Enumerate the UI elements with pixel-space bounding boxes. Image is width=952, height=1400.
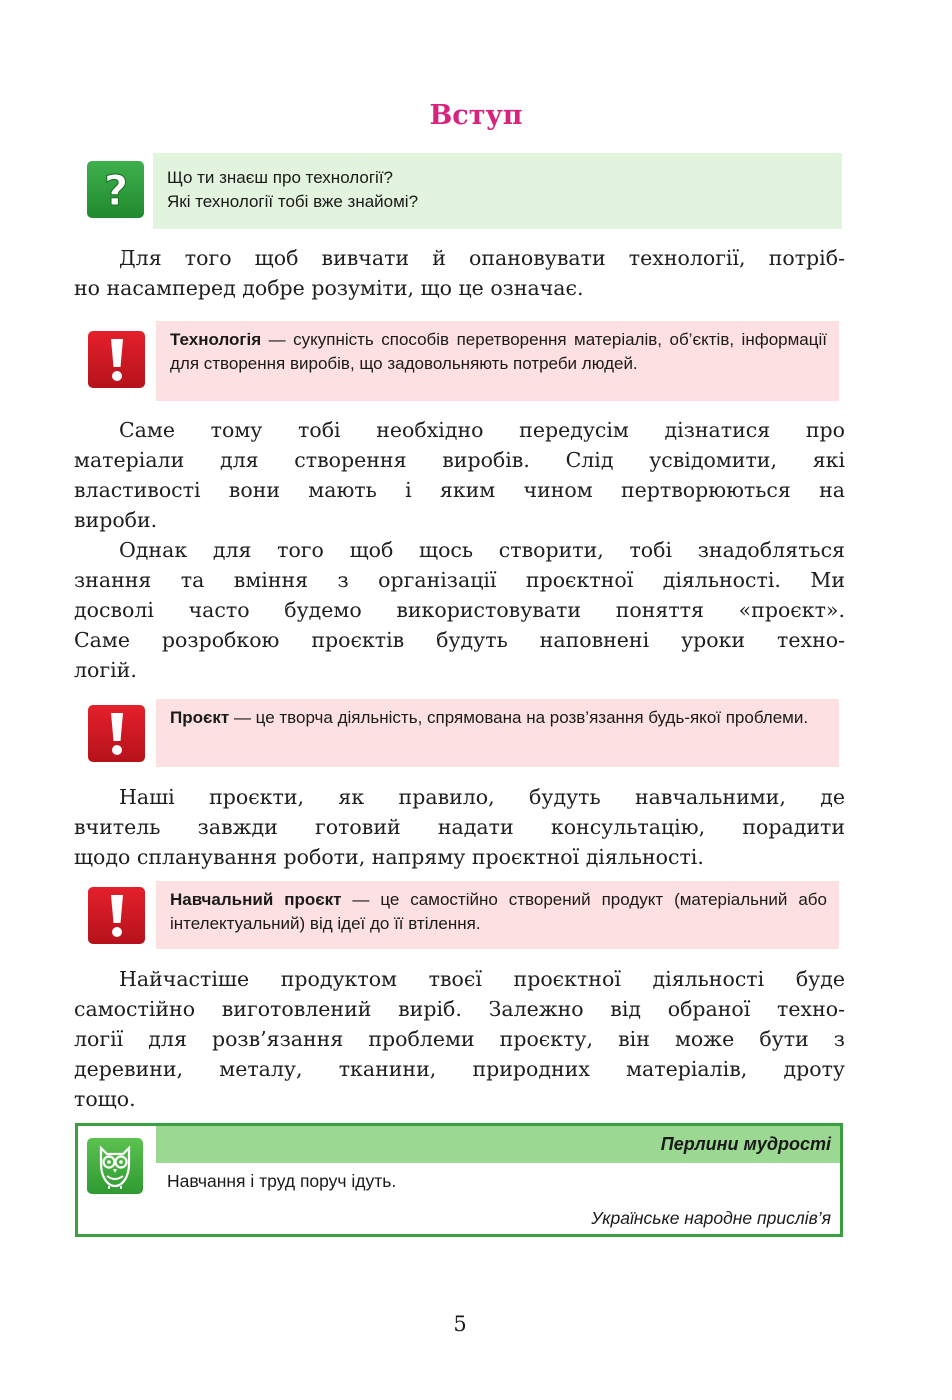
definition-text: — це самостійно створений продукт (матеріальний або інтелектуальний) від ідеї до її втілення. (170, 890, 827, 933)
question-box (153, 153, 842, 229)
paragraph-line: знання та вміння з організації проєктної діяльності. Ми (74, 568, 845, 592)
paragraph-line: Саме тому тобі необхідно передусім дізнатися про (119, 418, 845, 442)
paragraph-line: самостійно виготовлений виріб. Залежно від обраної техно- (74, 997, 845, 1021)
paragraph-line: Однак для того щоб щось створити, тобі знадобляться (119, 538, 845, 562)
paragraph-projects (74, 535, 845, 685)
paragraph-line: досволі часто будемо використовувати поняття «проєкт». (74, 598, 845, 622)
svg-text:?: ? (103, 166, 128, 213)
paragraph-educational (74, 782, 845, 872)
paragraph-line: логії для розв’язання проблеми проєкту, він може бути з (74, 1027, 845, 1051)
paragraph-line: вчитель завжди готовий надати консультацію, порадити (74, 815, 845, 839)
paragraph-line: щодо спланування роботи, напряму проєктної діяльності. (74, 845, 704, 869)
paragraph-line: властивості вони мають і яким чином пертворюються на (74, 478, 845, 502)
definition-term: Технологія (170, 330, 262, 349)
definition-term: Навчальний проєкт (170, 890, 342, 909)
exclamation-icon (88, 887, 145, 944)
paragraph-line: Найчастіше продуктом твоєї проєктної діяльності буде (119, 967, 845, 991)
paragraph-line: деревини, металу, тканини, природних матеріалів, дроту (74, 1057, 845, 1081)
paragraph-line: тощо. (74, 1087, 136, 1111)
wisdom-header: Перлини мудрості (156, 1126, 840, 1163)
paragraph-line: но насамперед добре розуміти, що це означає. (74, 276, 584, 300)
page-title: Вступ (429, 100, 523, 131)
question-icon (87, 161, 144, 218)
exclamation-icon (88, 705, 145, 762)
wisdom-quote: Навчання і труд поруч ідуть. (167, 1171, 397, 1191)
paragraph-line: Для того щоб вивчати й опановувати технології, потріб- (119, 246, 845, 270)
paragraph-materials (74, 415, 845, 535)
paragraph-product (74, 964, 845, 1114)
definition-text: — сукупність способів перетворення матеріалів, об’єктів, інформації для створення виробів, що задовольняють потреби людей. (170, 330, 827, 373)
question-line-2: Які технології тобі вже знайомі? (167, 192, 419, 211)
paragraph-line: логій. (74, 658, 137, 682)
paragraph-line: Саме розробкою проєктів будуть наповнені уроки техно- (74, 628, 845, 652)
owl-icon (87, 1138, 143, 1194)
definition-term: Проєкт (170, 708, 230, 727)
paragraph-line: матеріали для створення виробів. Слід усвідомити, які (74, 448, 845, 472)
definition-text: — це творча діяльність, спрямована на розв’язання будь-якої проблеми. (229, 708, 809, 727)
wisdom-box (75, 1123, 843, 1237)
paragraph-intro (74, 243, 845, 303)
question-line-1: Що ти знаєш про технології? (167, 168, 393, 187)
paragraph-line: вироби. (74, 508, 158, 532)
wisdom-source: Українське народне прислів’я (591, 1208, 831, 1228)
definition-box-educational-project (156, 881, 839, 949)
paragraph-line: Наші проєкти, як правило, будуть навчальними, де (119, 785, 845, 809)
definition-box-project (156, 699, 839, 767)
exclamation-icon (88, 331, 145, 388)
page-number: 5 (453, 1312, 467, 1336)
definition-box-technology (156, 321, 839, 401)
